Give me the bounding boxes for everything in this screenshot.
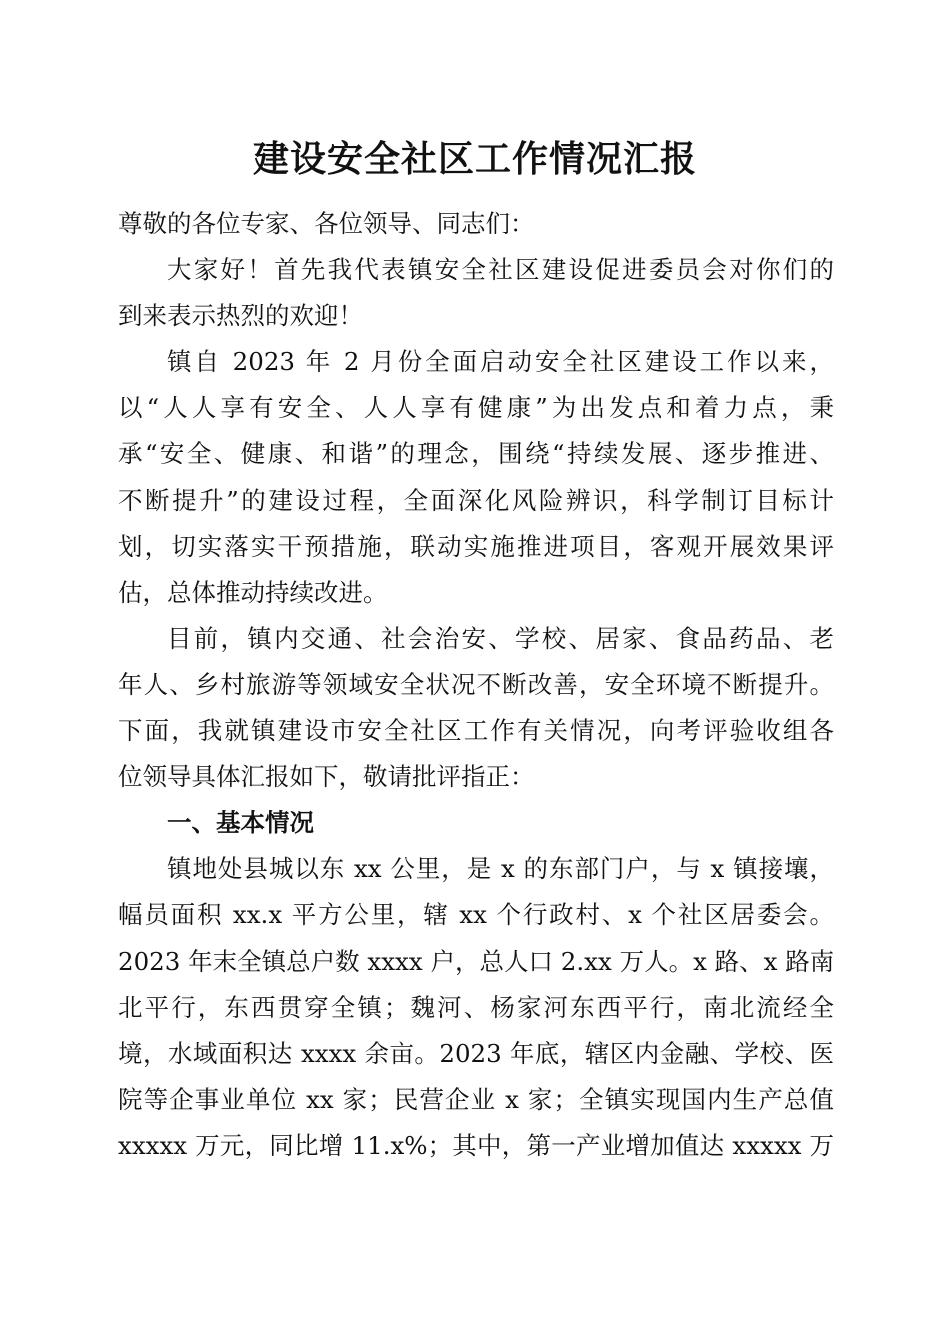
paragraph-greeting xyxy=(118,247,834,339)
document-body xyxy=(118,201,834,1169)
paragraph-basic-info xyxy=(118,846,834,1169)
paragraph-line: 院等企事业单位 xx 家；民营企业 x 家；全镇实现国内生产总值 xyxy=(118,1084,834,1114)
paragraph-line: 以“人人享有安全、人人享有健康”为出发点和着力点，秉 xyxy=(118,393,834,423)
paragraph-line: 镇地处县城以东 xx 公里，是 x 的东部门户，与 x 镇接壤， xyxy=(167,854,834,884)
paragraph-line: 下面，我就镇建设市安全社区工作有关情况，向考评验收组各 xyxy=(118,716,834,746)
salutation xyxy=(118,201,834,247)
paragraph-line: 位领导具体汇报如下，敬请批评指正： xyxy=(118,762,535,792)
paragraph-line: 承“安全、健康、和谐”的理念，围绕“持续发展、逐步推进、 xyxy=(118,439,834,469)
paragraph-line: 幅员面积 xx.x 平方公里，辖 xx 个行政村、x 个社区居委会。 xyxy=(118,900,834,930)
salutation-line: 尊敬的各位专家、各位领导、同志们： xyxy=(118,209,535,238)
paragraph-line: 镇自 2023 年 2 月份全面启动安全社区建设工作以来， xyxy=(167,347,834,377)
document-title: 建设安全社区工作情况汇报 xyxy=(252,138,697,180)
paragraph-line: 估，总体推动持续改进。 xyxy=(118,577,388,607)
paragraph-line: 到来表示热烈的欢迎！ xyxy=(118,301,363,331)
paragraph-line: xxxxx 万元，同比增 11.x%；其中，第一产业增加值达 xxxxx 万 xyxy=(118,1130,834,1160)
paragraph-line: 境，水域面积达 xxxx 余亩。2023 年底，辖区内金融、学校、医 xyxy=(118,1038,834,1068)
paragraph-overview xyxy=(118,339,834,616)
paragraph-line: 年人、乡村旅游等领域安全状况不断改善，安全环境不断提升。 xyxy=(118,669,834,699)
paragraph-line: 北平行，东西贯穿全镇；魏河、杨家河东西平行，南北流经全 xyxy=(118,992,834,1022)
paragraph-line: 目前，镇内交通、社会治安、学校、居家、食品药品、老 xyxy=(167,623,834,653)
paragraph-status xyxy=(118,616,834,800)
paragraph-line: 不断提升”的建设过程，全面深化风险辨识，科学制订目标计 xyxy=(118,485,834,515)
section-heading-basic-info xyxy=(118,800,834,846)
paragraph-line: 大家好！首先我代表镇安全社区建设促进委员会对你们的 xyxy=(167,255,834,285)
paragraph-line: 划，切实落实干预措施，联动实施推进项目，客观开展效果评 xyxy=(118,531,834,561)
section-heading: 一、基本情况 xyxy=(167,808,314,838)
paragraph-line: 2023 年末全镇总户数 xxxx 户，总人口 2.xx 万人。x 路、x 路南 xyxy=(118,946,834,976)
